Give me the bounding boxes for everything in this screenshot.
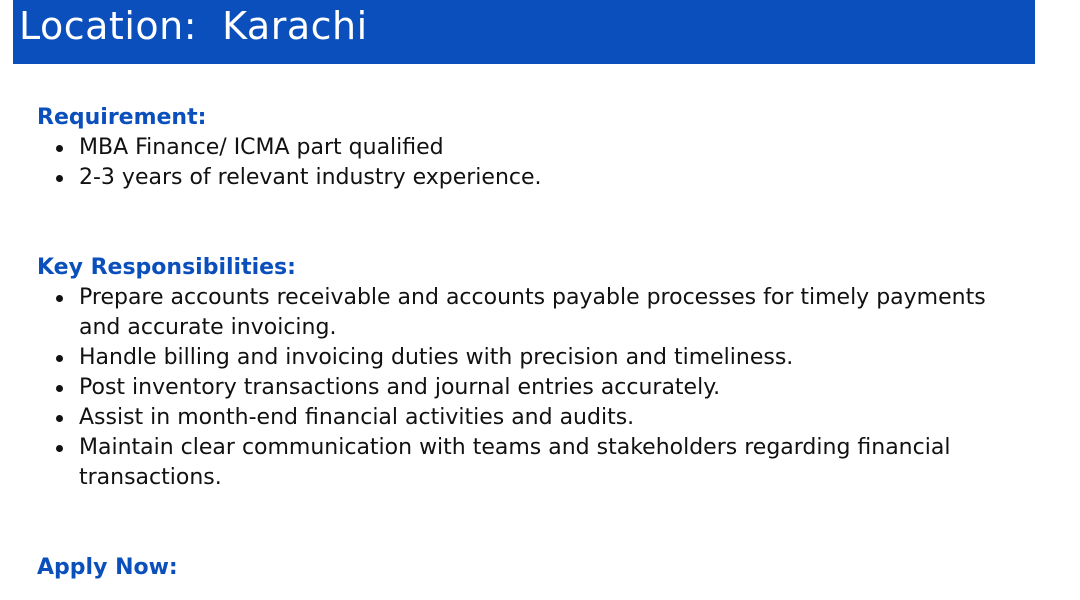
list-item-text: Prepare accounts receivable and accounts payable processes for timely payments and accurate invoicing.	[79, 285, 986, 340]
location-title: Location: Karachi	[19, 4, 368, 48]
list-item	[52, 433, 1032, 493]
list-item-text: Handle billing and invoicing duties with precision and timeliness.	[79, 345, 794, 370]
list-item	[52, 163, 1032, 193]
responsibilities-list	[52, 283, 1032, 493]
list-item	[52, 373, 1032, 403]
bullet-icon	[56, 445, 63, 452]
requirement-list	[52, 133, 1032, 193]
bullet-icon	[56, 415, 63, 422]
list-item-text: Assist in month-end financial activities and audits.	[79, 405, 635, 430]
bullet-icon	[56, 385, 63, 392]
apply-heading: Apply Now:	[37, 555, 178, 580]
list-item-text: Maintain clear communication with teams and stakeholders regarding financial transactions.	[79, 435, 951, 490]
location-banner	[13, 0, 1035, 64]
bullet-icon	[56, 295, 63, 302]
requirement-heading: Requirement:	[37, 105, 207, 130]
list-item-text: MBA Finance/ ICMA part qualified	[79, 135, 444, 160]
bullet-icon	[56, 145, 63, 152]
list-item-text: Post inventory transactions and journal entries accurately.	[79, 375, 721, 400]
list-item-text: 2-3 years of relevant industry experience.	[79, 165, 542, 190]
list-item	[52, 133, 1032, 163]
responsibilities-heading: Key Responsibilities:	[37, 255, 296, 280]
list-item	[52, 283, 1032, 343]
bullet-icon	[56, 175, 63, 182]
list-item	[52, 343, 1032, 373]
list-item	[52, 403, 1032, 433]
bullet-icon	[56, 355, 63, 362]
